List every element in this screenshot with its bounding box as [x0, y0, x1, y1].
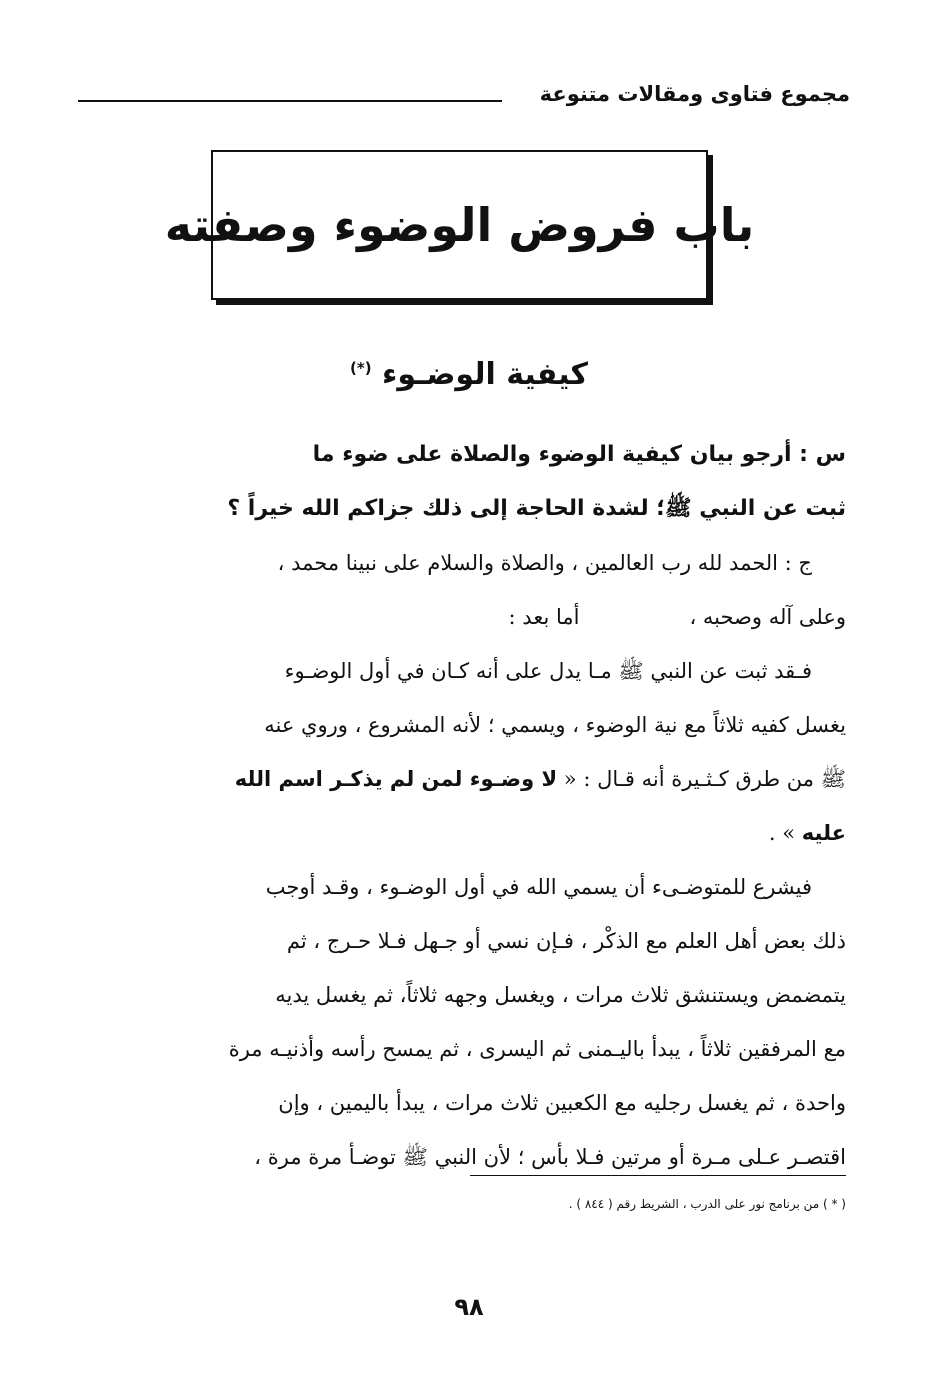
paragraph2-line-6: اقتصـر عـلى مـرة أو مرتين فـلا بأس ؛ لأن النبي ﷺ توضـأ مرة مرة ،: [254, 1145, 846, 1169]
answer-line-2-b: أما بعد :: [508, 605, 580, 629]
question-line-2: ثبت عن النبي ﷺ؛ لشدة الحاجة إلى ذلك جزاكم الله خيراً ؟: [227, 496, 846, 521]
paragraph2-line-5: واحدة ، ثم يغسل رجليه مع الكعبين ثلاث مرات ، يبدأ باليمين ، وإن: [278, 1091, 846, 1115]
paragraph1-line-2: يغسل كفيه ثلاثاً مع نية الوضوء ، ويسمي ؛ لأنه المشروع ، وروي عنه: [264, 713, 846, 737]
page-number: ٩٨: [454, 1293, 484, 1321]
paragraph1-line-3-plain: ﷺ من طرق كـثـيرة أنه قـال : «: [563, 767, 846, 791]
paragraph1-line-4-plain: » .: [768, 821, 796, 845]
section-title-block: [0, 348, 938, 395]
footnote-rule: [470, 1175, 846, 1176]
hadith-quote: لا وضـوء لمن لم يذكـر اسم الله: [234, 767, 558, 791]
question-line-1: س : أرجو بيان كيفية الوضوء والصلاة على ضوء ما: [312, 442, 846, 467]
paragraph2-line-3: يتمضمض ويستنشق ثلاث مرات ، ويغسل وجهه ثلاثاً، ثم يغسل يديه: [275, 983, 846, 1007]
header-rule: [78, 100, 502, 102]
chapter-title-box: [164, 150, 755, 300]
paragraph2-line-4: مع المرفقين ثلاثاً ، يبدأ باليـمنى ثم اليسرى ، ثم يمسح رأسه وأذنيـه مرة: [228, 1037, 846, 1061]
paragraph2-line-2: ذلك بعض أهل العلم مع الذكْر ، فـإن نسي أو جـهل فـلا حـرج ، ثم: [286, 929, 846, 953]
footnote: ( * ) من برنامج نور على الدرب ، الشريط رقم ( ٨٤٤ ) .: [568, 1197, 846, 1211]
body-text: [78, 428, 846, 1184]
section-title: كيفية الوضـوء: [382, 357, 588, 392]
paragraph2-line-1: فيشرع للمتوضـىء أن يسمي الله في أول الوضـوء ، وقـد أوجب: [265, 875, 812, 899]
chapter-title: باب فروض الوضوء وصفته: [164, 198, 755, 252]
paragraph1-line-4: [78, 806, 846, 860]
footnote-marker: (*): [350, 359, 372, 377]
paragraph1-line-1: فـقد ثبت عن النبي ﷺ مـا يدل على أنه كـان في أول الوضـوء: [284, 659, 812, 683]
hadith-quote-end: عليه: [801, 821, 846, 845]
answer-line-2-a: وعلى آله وصحبه ،: [689, 605, 846, 629]
paragraph1-line-3: [78, 752, 846, 806]
answer-line-1: ج : الحمد لله رب العالمين ، والصلاة والسلام على نبينا محمد ،: [277, 551, 812, 575]
answer-line-2: [78, 590, 846, 644]
running-header: مجموع فتاوى ومقالات متنوعة: [539, 82, 850, 106]
